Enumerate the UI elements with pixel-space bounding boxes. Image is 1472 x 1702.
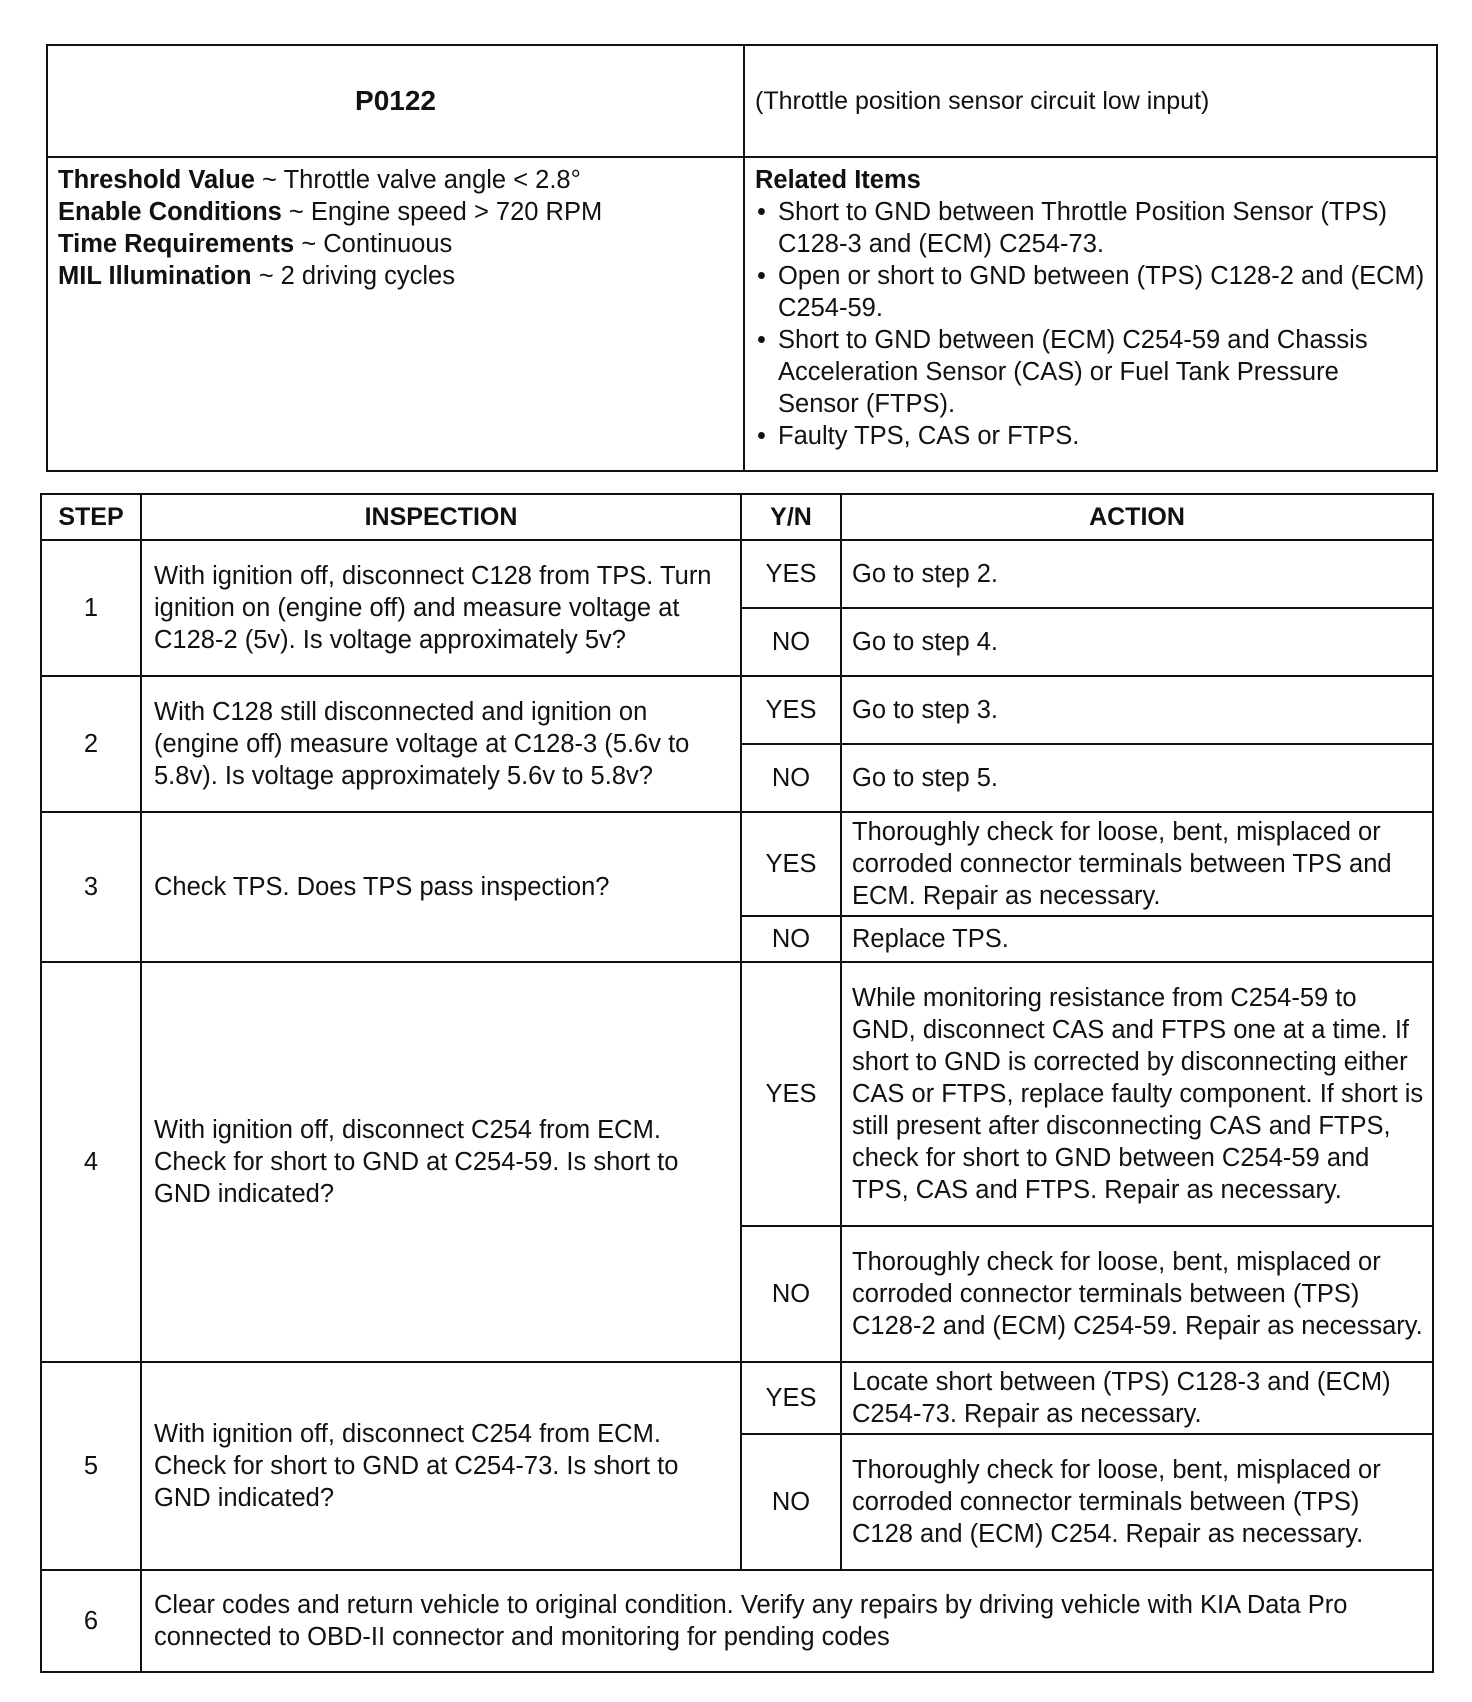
yes-label: YES (741, 540, 841, 608)
condition-threshold (58, 164, 733, 196)
column-header-yn: Y/N (741, 494, 841, 540)
step-number: 3 (41, 812, 141, 962)
related-items-list (755, 196, 1426, 452)
related-item: • Short to GND between (ECM) C254-59 and Chassis Acceleration Sensor (CAS) or Fuel Tank Pressure Sensor (FTPS). (755, 324, 1426, 420)
column-header-step: STEP (41, 494, 141, 540)
step-number: 4 (41, 962, 141, 1362)
step-inspection: With C128 still disconnected and ignition on (engine off) measure voltage at C128-3 (5.6v to 5.8v). Is voltage approximately 5.6v to 5.8v? (141, 676, 741, 812)
column-header-inspection: INSPECTION (141, 494, 741, 540)
no-label: NO (741, 744, 841, 812)
dtc-code: P0122 (47, 45, 744, 157)
table-row (41, 1362, 1433, 1434)
related-items-title: Related Items (755, 166, 921, 194)
yes-action: While monitoring resistance from C254-59 to GND, disconnect CAS and FTPS one at a time. If short to GND is corrected by disconnecting either CAS or FTPS, replace faulty component. If short is still present after disconnecting CAS and FTPS, check for short to GND between C254-59 and TPS, CAS and FTPS. Repair as necessary. (841, 962, 1433, 1226)
no-label: NO (741, 916, 841, 962)
related-item: • Open or short to GND between (TPS) C128-2 and (ECM) C254-59. (755, 260, 1426, 324)
yes-label: YES (741, 962, 841, 1226)
related-item: • Faulty TPS, CAS or FTPS. (755, 420, 1426, 452)
condition-label: Enable Conditions (58, 198, 282, 226)
condition-time (58, 228, 733, 260)
table-row (41, 676, 1433, 744)
step-number: 2 (41, 676, 141, 812)
column-header-action: ACTION (841, 494, 1433, 540)
yes-label: YES (741, 812, 841, 916)
no-label: NO (741, 608, 841, 676)
related-item: • Short to GND between Throttle Position Sensor (TPS) C128-3 and (ECM) C254-73. (755, 196, 1426, 260)
yes-action: Thoroughly check for loose, bent, misplaced or corroded connector terminals between TPS and ECM. Repair as necessary. (841, 812, 1433, 916)
table-row (41, 540, 1433, 608)
no-label: NO (741, 1226, 841, 1362)
step-inspection: With ignition off, disconnect C254 from ECM. Check for short to GND at C254-59. Is short to GND indicated? (141, 962, 741, 1362)
table-row (41, 1570, 1433, 1672)
condition-mil (58, 260, 733, 292)
condition-label: MIL Illumination (58, 262, 252, 290)
no-action: Go to step 5. (841, 744, 1433, 812)
condition-value: ~ 2 driving cycles (251, 262, 455, 290)
no-action: Thoroughly check for loose, bent, misplaced or corroded connector terminals between (TPS) C128 and (ECM) C254. Repair as necessary. (841, 1434, 1433, 1570)
condition-enable (58, 196, 733, 228)
condition-label: Threshold Value (58, 166, 255, 194)
table-row (41, 812, 1433, 916)
table-row (41, 962, 1433, 1226)
step-number: 1 (41, 540, 141, 676)
yes-action: Locate short between (TPS) C128-3 and (ECM) C254-73. Repair as necessary. (841, 1362, 1433, 1434)
step-number: 6 (41, 1570, 141, 1672)
no-action: Replace TPS. (841, 916, 1433, 962)
related-items (744, 157, 1437, 471)
step-inspection: Check TPS. Does TPS pass inspection? (141, 812, 741, 962)
table-header-row (41, 494, 1433, 540)
no-label: NO (741, 1434, 841, 1570)
yes-label: YES (741, 1362, 841, 1434)
diagnostic-steps-table (40, 493, 1434, 1673)
condition-value: ~ Continuous (294, 230, 453, 258)
yes-action: Go to step 3. (841, 676, 1433, 744)
dtc-conditions (47, 157, 744, 471)
dtc-header-table (46, 44, 1438, 472)
final-step-text: Clear codes and return vehicle to original condition. Verify any repairs by driving vehicle with KIA Data Pro connected to OBD-II connector and monitoring for pending codes (141, 1570, 1433, 1672)
step-inspection: With ignition off, disconnect C254 from ECM. Check for short to GND at C254-73. Is short to GND indicated? (141, 1362, 741, 1570)
step-inspection: With ignition off, disconnect C128 from TPS. Turn ignition on (engine off) and measure voltage at C128-2 (5v). Is voltage approximately 5v? (141, 540, 741, 676)
condition-value: ~ Engine speed > 720 RPM (281, 198, 603, 226)
yes-action: Go to step 2. (841, 540, 1433, 608)
yes-label: YES (741, 676, 841, 744)
condition-label: Time Requirements (58, 230, 295, 258)
step-number: 5 (41, 1362, 141, 1570)
condition-value: ~ Throttle valve angle < 2.8° (254, 166, 581, 194)
no-action: Go to step 4. (841, 608, 1433, 676)
dtc-description: (Throttle position sensor circuit low input) (744, 45, 1437, 157)
no-action: Thoroughly check for loose, bent, misplaced or corroded connector terminals between (TPS) C128-2 and (ECM) C254-59. Repair as necessary. (841, 1226, 1433, 1362)
